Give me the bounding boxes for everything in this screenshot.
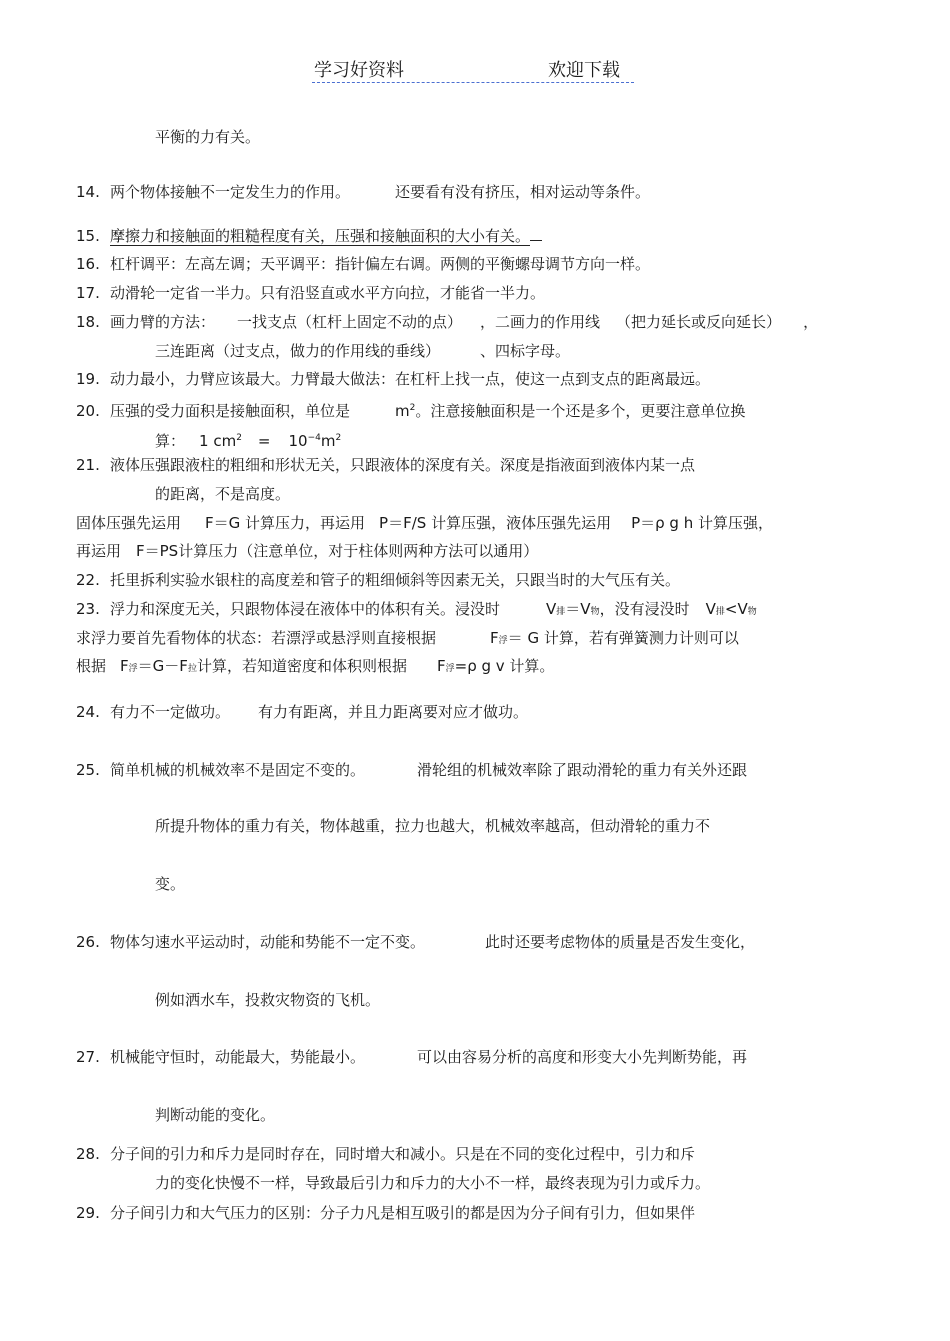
list-item-25 [76, 760, 747, 780]
item-number: 28. [76, 1145, 100, 1163]
text: 分子间的引力和斥力是同时存在，同时增大和减小。只是在不同的变化过程中，引力和斥 [110, 1145, 696, 1163]
item-number: 26. [76, 933, 100, 951]
list-item-27 [76, 1047, 747, 1067]
text-line [76, 656, 554, 679]
text: 、四标字母。 [480, 342, 571, 360]
text: 滑轮组的机械效率除了跟动滑轮的重力有关外还跟 [417, 761, 748, 779]
text: 此时还要考虑物体的质量是否发生变化， [485, 933, 756, 951]
text: F [490, 629, 499, 647]
text: 可以由容易分析的高度和形变大小先判断势能，再 [417, 1048, 748, 1066]
text: 动滑轮一定省一半力。只有沿竖直或水平方向拉，才能省一半力。 [110, 284, 546, 302]
superscript: −4 [307, 433, 321, 443]
text: V [546, 600, 557, 618]
text: ＝G－F [137, 657, 188, 675]
text: P＝ρ g h 计算压强， [631, 514, 773, 532]
text: ， [803, 313, 819, 331]
list-item-28 [76, 1144, 695, 1164]
text: ，二画力的作用线 [480, 313, 601, 331]
text: 压强的受力面积是接触面积，单位是 [110, 402, 351, 420]
text: 固体压强先运用 [76, 514, 182, 532]
text-line: 再运用 F＝PS计算压力（注意单位，对于柱体则两种方法可以通用） [76, 542, 539, 560]
text: 分子间引力和大气压力的区别：分子力凡是相互吸引的都是因为分子间有引力，但如果伴 [110, 1204, 696, 1222]
text: 两个物体接触不一定发生力的作用。 [110, 183, 351, 201]
unit: m [320, 432, 336, 450]
list-item-26 [76, 932, 755, 952]
item-number: 16. [76, 255, 100, 273]
equals: = [257, 432, 271, 450]
text: 压强和接触面积的大小有关。 [335, 227, 531, 245]
text-line: 变。 [155, 875, 186, 893]
text: 画力臂的方法： [110, 313, 216, 331]
subscript: 排 [715, 607, 725, 617]
text: 有力有距离，并且力距离要对应才做功。 [258, 703, 529, 721]
superscript: 2 [409, 403, 416, 413]
text: 动力最小，力臂应该最大。力臂最大做法：在杠杆上找一点，使这一点到支点的距离最远。 [110, 370, 711, 388]
item-number: 27. [76, 1048, 100, 1066]
text: F [120, 657, 129, 675]
text-line [155, 428, 341, 451]
text: 有力不一定做功。 [110, 703, 231, 721]
list-item-20 [76, 398, 745, 421]
text: 托里拆利实验水银柱的高度差和管子的粗细倾斜等因素无关，只跟当时的大气压有关。 [110, 571, 681, 589]
header-right: 欢迎下载 [548, 60, 620, 81]
text: （把力延长或反向延长） [616, 313, 782, 331]
text: P＝F/S 计算压强，液体压强先运用 [379, 514, 612, 532]
item-number: 15. [76, 227, 100, 245]
list-item-22 [76, 570, 680, 590]
text: 一找支点（杠杆上固定不动的点） [237, 313, 463, 331]
text: 机械能守恒时，动能最大，势能最小。 [110, 1048, 366, 1066]
list-item-15 [76, 226, 542, 246]
text: V [705, 600, 716, 618]
text-line: 判断动能的变化。 [155, 1106, 276, 1124]
text: 液体压强跟液柱的粗细和形状无关，只跟液体的深度有关。深度是指液面到液体内某一点 [110, 456, 696, 474]
item-number: 19. [76, 370, 100, 388]
text-line [76, 628, 739, 651]
list-item-23 [76, 599, 757, 622]
subscript: 排 [556, 607, 566, 617]
item-number: 17. [76, 284, 100, 302]
page-header [312, 56, 634, 83]
text: 杠杆调平：左高左调；天平调平：指针偏左右调。两侧的平衡螺母调节方向一样。 [110, 255, 651, 273]
text: 浮力和深度无关，只跟物体浸在液体中的体积有关。浸没时 [110, 600, 501, 618]
unit: m [395, 402, 410, 420]
text: ，没有浸没时 [599, 600, 690, 618]
text: ＝V [565, 600, 591, 618]
formula: 10 [288, 432, 308, 450]
list-item-29 [76, 1203, 695, 1223]
list-item-19 [76, 369, 710, 389]
text: 求浮力要首先看物体的状态：若漂浮或悬浮则直接根据 [76, 629, 437, 647]
text-line: 力的变化快慢不一样，导致最后引力和斥力的大小不一样，最终表现为引力或斥力。 [155, 1174, 711, 1192]
text-line: 所提升物体的重力有关，物体越重，拉力也越大，机械效率越高，但动滑轮的重力不 [155, 817, 711, 835]
item-number: 20. [76, 402, 100, 420]
text: F [436, 657, 446, 675]
text-line: 例如洒水车，投救灾物资的飞机。 [155, 991, 381, 1009]
item-number: 29. [76, 1204, 100, 1222]
text: 。注意接触面积是一个还是多个，更要注意单位换 [415, 402, 746, 420]
list-item-18 [76, 312, 818, 332]
item-number: 21. [76, 456, 100, 474]
item-number: 22. [76, 571, 100, 589]
subscript: 拉 [187, 664, 197, 674]
list-item-17 [76, 283, 545, 303]
item-number: 18. [76, 313, 100, 331]
list-item-24 [76, 702, 528, 722]
text: <V [724, 600, 748, 618]
list-item-16 [76, 254, 650, 274]
text: ＝ G 计算，若有弹簧测力计则可以 [507, 629, 739, 647]
text: 还要看有没有挤压，相对运动等条件。 [395, 183, 651, 201]
subscript: 浮 [445, 664, 455, 674]
item-number: 24. [76, 703, 100, 721]
text: F＝G 计算压力，再运用 [205, 514, 366, 532]
text: 算： [155, 432, 186, 450]
text: 摩擦力和接触面的粗糙程度有关， [110, 227, 336, 245]
text-line [76, 513, 773, 533]
item-number: 14. [76, 183, 100, 201]
subscript: 浮 [498, 636, 508, 646]
text: 三连距离（过支点，做力的作用线的垂线） [155, 342, 441, 360]
text-line [155, 341, 570, 361]
superscript: 2 [236, 433, 242, 443]
text: 物体匀速水平运动时，动能和势能不一定不变。 [110, 933, 426, 951]
subscript: 浮 [128, 664, 138, 674]
subscript: 物 [747, 607, 757, 617]
text: 简单机械的机械效率不是固定不变的。 [110, 761, 366, 779]
text: 根据 [76, 657, 107, 675]
subscript: 物 [590, 607, 600, 617]
item-number: 23. [76, 600, 100, 618]
text: 计算，若知道密度和体积则根据 [196, 657, 407, 675]
formula: 1 cm [199, 432, 237, 450]
list-item-21 [76, 455, 695, 475]
list-item-14 [76, 182, 650, 202]
header-left: 学习好资料 [314, 60, 404, 81]
superscript: 2 [335, 433, 342, 443]
text: =ρ g v 计算。 [454, 657, 555, 675]
text-line: 的距离，不是高度。 [155, 485, 291, 503]
item-number: 25. [76, 761, 100, 779]
text-line: 平衡的力有关。 [155, 128, 261, 146]
